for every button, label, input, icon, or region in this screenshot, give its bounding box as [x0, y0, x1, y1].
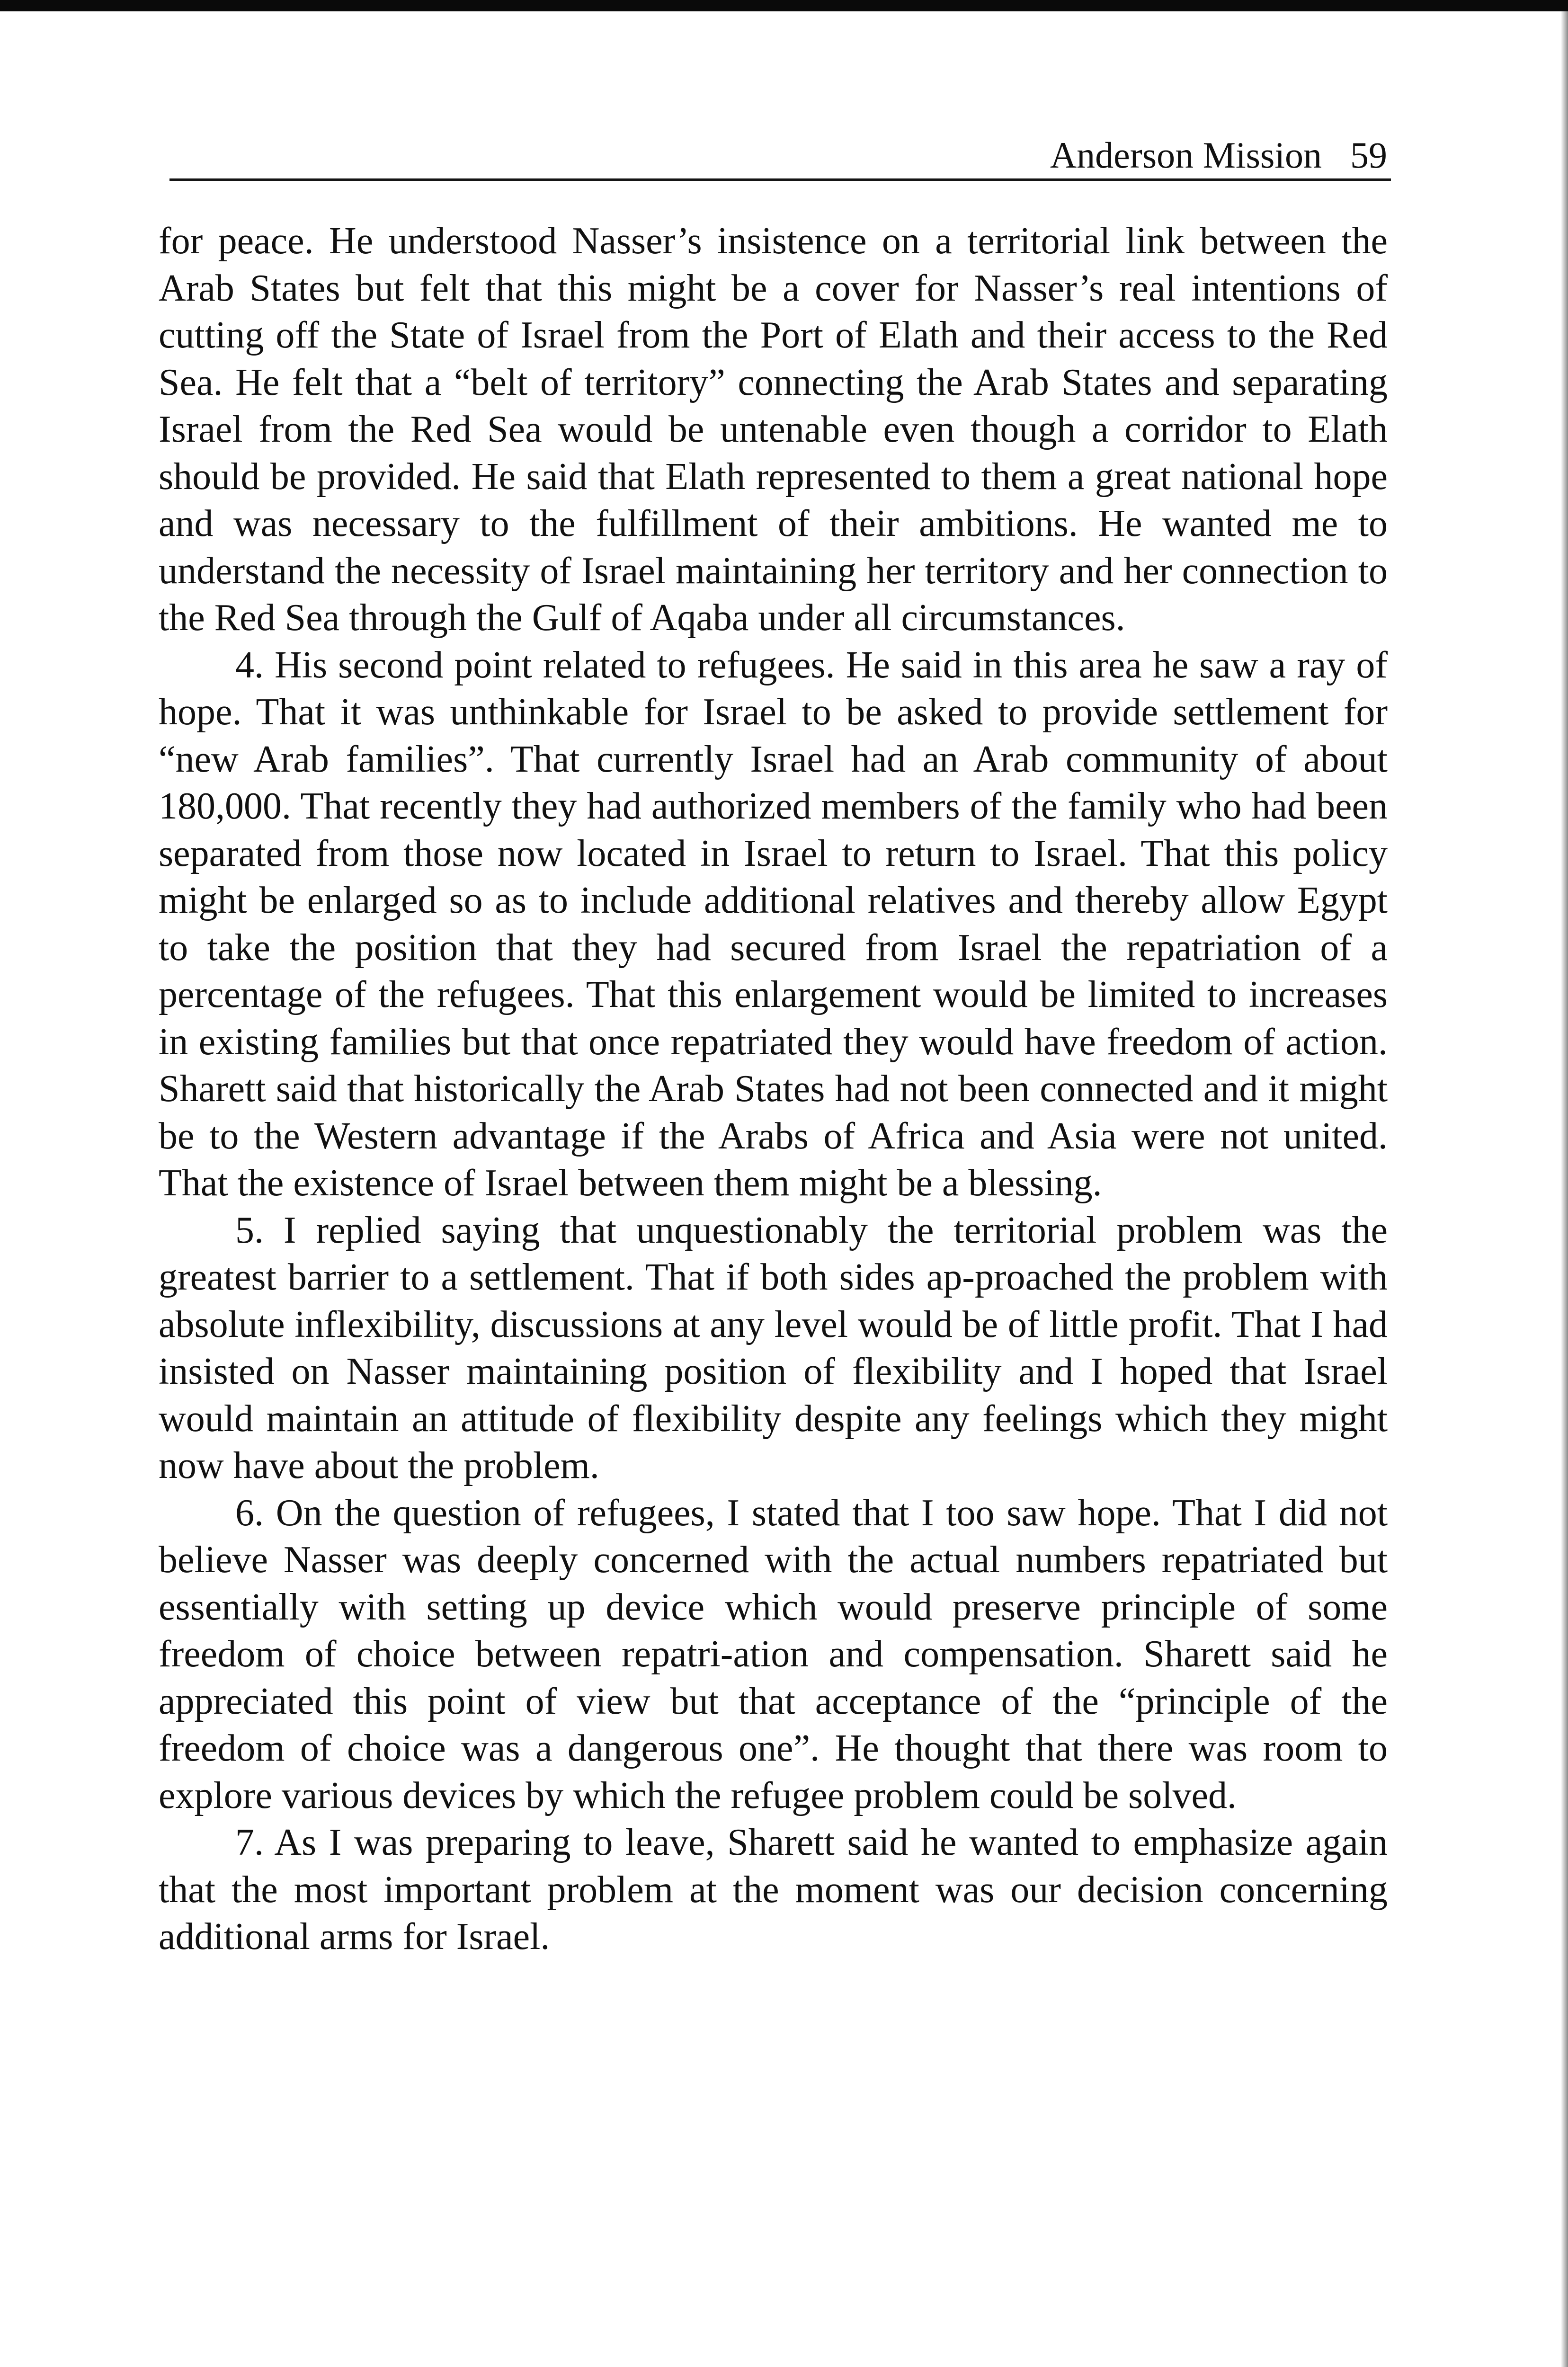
- paragraph-point-4: 4. His second point related to refugees. He said in this area he saw a ray of hope. That it was unthinkable for Israel to be asked to provide settlement for “new Arab families”. That currently Israel had an Arab community of about 180,000. That recently they had authorized members of the family who had been separated from those now located in Israel to return to Israel. That this policy might be enlarged so as to include additional relatives and thereby allow Egypt to take the position that they had secured from Israel the repatriation of a percentage of the refugees. That this enlargement would be limited to increases in existing families but that once repatriated they would have freedom of action. Sharett said that historically the Arab States had not been connected and it might be to the Western advantage if the Arabs of Africa and Asia were not united. That the existence of Israel between them might be a blessing.: [159, 644, 1388, 1204]
- paragraph-point-6: 6. On the question of refugees, I stated that I too saw hope. That I did not believe Nasser was deeply concerned with the actual numbers repatriated but essentially with setting up device which would preserve principle of some freedom of choice between repatri-ation and compensation. Sharett said he appreciated this point of view but that acceptance of the “principle of the freedom of choice was a dangerous one”. He thought that there was room to explore various devices by which the refugee problem could be solved.: [159, 1492, 1388, 1816]
- running-title: Anderson Mission: [1050, 134, 1322, 176]
- paragraph-point-7: 7. As I was preparing to leave, Sharett said he wanted to emphasize again that the most important problem at the moment was our decision concerning additional arms for Israel.: [159, 1822, 1388, 1958]
- scan-top-edge: [0, 0, 1568, 11]
- scan-right-edge: [1561, 11, 1568, 2367]
- page-body: [159, 218, 1388, 1961]
- paragraph-point-5: 5. I replied saying that unquestionably the territorial problem was the greatest barrier to a settlement. That if both sides ap-proached the problem with absolute inflexibility, discussions at any level would be of little profit. That I had insisted on Nasser maintaining position of flexibility and I hoped that Israel would maintain an attitude of flexibility despite any feelings which they might now have about the problem.: [159, 1209, 1388, 1486]
- running-header: [169, 135, 1391, 181]
- page-number: 59: [1350, 134, 1387, 176]
- paragraph-continuation: for peace. He understood Nasser’s insistence on a territorial link between the Arab States but felt that this might be a cover for Nasser’s real intentions of cutting off the State of Israel from the Port of Elath and their access to the Red Sea. He felt that a “belt of territory” connecting the Arab States and separating Israel from the Red Sea would be untenable even though a corridor to Elath should be provided. He said that Elath represented to them a great national hope and was necessary to the fulfillment of their ambitions. He wanted me to understand the necessity of Israel maintaining her territory and her connection to the Red Sea through the Gulf of Aqaba under all circumstances.: [159, 220, 1388, 639]
